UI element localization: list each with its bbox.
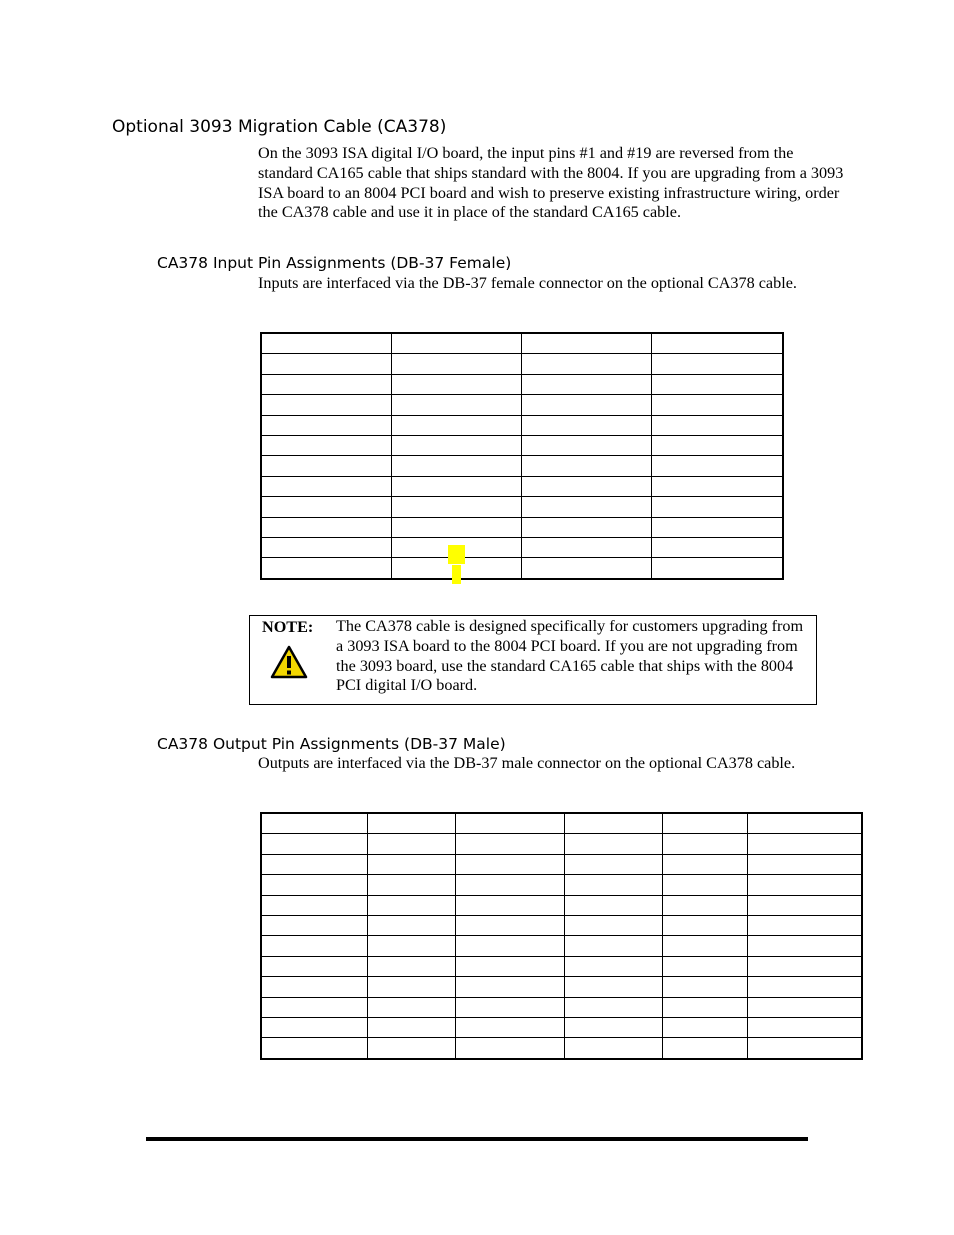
table-cell <box>663 1017 748 1037</box>
table-cell <box>261 895 368 915</box>
table-cell <box>261 497 392 517</box>
table-row <box>261 875 862 895</box>
footer-rule <box>146 1137 808 1141</box>
table-cell <box>455 1038 565 1059</box>
table-cell <box>455 936 565 956</box>
table-cell <box>747 915 862 935</box>
table-cell <box>521 558 651 579</box>
table-cell <box>261 537 392 557</box>
table-cell <box>261 456 392 476</box>
table-cell <box>261 834 368 854</box>
table-row <box>261 354 783 374</box>
table-cell <box>747 854 862 874</box>
table-cell <box>747 936 862 956</box>
table-cell <box>455 854 565 874</box>
table-cell <box>521 415 651 435</box>
table-cell <box>663 813 748 834</box>
table-cell <box>651 354 783 374</box>
table-cell <box>565 997 663 1017</box>
table-cell <box>261 517 392 537</box>
table-cell <box>368 834 456 854</box>
table-cell <box>392 497 522 517</box>
table-cell <box>368 1017 456 1037</box>
table-cell <box>565 854 663 874</box>
table-cell <box>392 476 522 496</box>
table-cell <box>261 915 368 935</box>
table-cell <box>651 537 783 557</box>
table-cell <box>368 1038 456 1059</box>
table-cell <box>565 895 663 915</box>
table-row <box>261 395 783 415</box>
section-title: Optional 3093 Migration Cable (CA378) <box>112 117 447 137</box>
table-row <box>261 1017 862 1037</box>
note-box <box>249 615 817 705</box>
table-cell <box>521 517 651 537</box>
table-row <box>261 834 862 854</box>
warning-icon <box>270 645 308 679</box>
table-cell <box>261 558 392 579</box>
table-cell <box>261 1017 368 1037</box>
note-text: The CA378 cable is designed specifically for customers upgrading from a 3093 ISA board to the 8004 PCI board. If you are not upgrading from the 3093 board, use the standard CA165 cable that ships with the 8004 PCI digital I/O board. <box>336 617 804 695</box>
table-cell <box>663 997 748 1017</box>
table-cell <box>261 354 392 374</box>
table-cell <box>392 435 522 455</box>
table-row <box>261 537 783 557</box>
table-cell <box>261 875 368 895</box>
table-cell <box>261 435 392 455</box>
table-cell <box>565 875 663 895</box>
table-cell <box>747 895 862 915</box>
table-cell <box>565 956 663 976</box>
table-row <box>261 936 862 956</box>
table-cell <box>392 517 522 537</box>
table-cell <box>392 333 522 354</box>
table-cell <box>261 374 392 394</box>
intro-paragraph: On the 3093 ISA digital I/O board, the input pins #1 and #19 are reversed from the standard CA165 cable that ships standard with the 8004. If you are upgrading from a 3093 ISA board to an 8004 PCI board and wish to preserve existing infrastructure wiring, order the CA378 cable and use it in place of the standard CA165 cable. <box>258 144 844 222</box>
table-cell <box>747 997 862 1017</box>
table-cell <box>651 333 783 354</box>
table-cell <box>455 977 565 997</box>
table-cell <box>663 834 748 854</box>
table-row <box>261 517 783 537</box>
table-cell <box>651 476 783 496</box>
table-row <box>261 1038 862 1059</box>
table-row <box>261 476 783 496</box>
table-cell <box>392 456 522 476</box>
table-cell <box>261 854 368 874</box>
table-cell <box>521 354 651 374</box>
table-row <box>261 333 783 354</box>
table-cell <box>455 834 565 854</box>
table-cell <box>392 374 522 394</box>
table-cell <box>368 936 456 956</box>
table-cell <box>565 813 663 834</box>
table-cell <box>651 415 783 435</box>
table-row <box>261 415 783 435</box>
table-row <box>261 374 783 394</box>
table-row <box>261 558 783 579</box>
highlight-mark <box>452 565 461 584</box>
table-cell <box>368 997 456 1017</box>
table-cell <box>368 915 456 935</box>
table-cell <box>392 395 522 415</box>
table-cell <box>651 497 783 517</box>
table-cell <box>521 374 651 394</box>
table-cell <box>521 537 651 557</box>
table-cell <box>663 875 748 895</box>
table-row <box>261 813 862 834</box>
table-cell <box>565 1038 663 1059</box>
table-cell <box>565 1017 663 1037</box>
table-cell <box>651 374 783 394</box>
table-cell <box>455 1017 565 1037</box>
table-cell <box>521 333 651 354</box>
input-pin-description: Inputs are interfaced via the DB-37 female connector on the optional CA378 cable. <box>258 274 797 292</box>
table-cell <box>368 854 456 874</box>
input-pin-heading: CA378 Input Pin Assignments (DB-37 Female) <box>157 254 512 272</box>
table-cell <box>261 977 368 997</box>
table-cell <box>663 936 748 956</box>
table-cell <box>663 895 748 915</box>
table-row <box>261 956 862 976</box>
table-cell <box>392 354 522 374</box>
table-cell <box>368 813 456 834</box>
table-cell <box>521 435 651 455</box>
table-cell <box>651 456 783 476</box>
table-cell <box>651 517 783 537</box>
table-cell <box>261 813 368 834</box>
table-cell <box>747 1038 862 1059</box>
table-cell <box>368 956 456 976</box>
table-cell <box>261 997 368 1017</box>
table-cell <box>521 395 651 415</box>
table-cell <box>455 997 565 1017</box>
table-cell <box>663 854 748 874</box>
table-cell <box>261 936 368 956</box>
table-cell <box>455 956 565 976</box>
table-cell <box>747 1017 862 1037</box>
table-cell <box>455 915 565 935</box>
input-pin-table <box>260 332 784 580</box>
table-row <box>261 895 862 915</box>
table-row <box>261 854 862 874</box>
table-cell <box>521 476 651 496</box>
table-cell <box>663 915 748 935</box>
table-cell <box>565 915 663 935</box>
note-label: NOTE: <box>262 618 314 636</box>
table-cell <box>392 415 522 435</box>
table-cell <box>651 435 783 455</box>
output-pin-heading: CA378 Output Pin Assignments (DB-37 Male) <box>157 735 506 753</box>
table-cell <box>261 476 392 496</box>
table-cell <box>565 936 663 956</box>
table-cell <box>455 813 565 834</box>
table-cell <box>261 956 368 976</box>
table-cell <box>663 956 748 976</box>
table-cell <box>455 895 565 915</box>
table-cell <box>368 875 456 895</box>
table-cell <box>261 395 392 415</box>
output-pin-table <box>260 812 863 1060</box>
table-cell <box>747 875 862 895</box>
table-cell <box>747 834 862 854</box>
table-cell <box>368 895 456 915</box>
highlight-mark <box>448 545 465 564</box>
table-cell <box>565 834 663 854</box>
table-cell <box>663 977 748 997</box>
table-row <box>261 977 862 997</box>
table-cell <box>747 956 862 976</box>
table-row <box>261 456 783 476</box>
table-cell <box>663 1038 748 1059</box>
table-row <box>261 915 862 935</box>
table-cell <box>565 977 663 997</box>
table-cell <box>747 813 862 834</box>
table-row <box>261 997 862 1017</box>
table-cell <box>521 456 651 476</box>
output-pin-description: Outputs are interfaced via the DB-37 male connector on the optional CA378 cable. <box>258 754 796 772</box>
table-cell <box>261 333 392 354</box>
table-cell <box>455 875 565 895</box>
table-cell <box>521 497 651 517</box>
table-row <box>261 497 783 517</box>
table-cell <box>651 558 783 579</box>
table-cell <box>368 977 456 997</box>
table-cell <box>651 395 783 415</box>
table-cell <box>261 1038 368 1059</box>
table-cell <box>261 415 392 435</box>
table-cell <box>747 977 862 997</box>
table-row <box>261 435 783 455</box>
